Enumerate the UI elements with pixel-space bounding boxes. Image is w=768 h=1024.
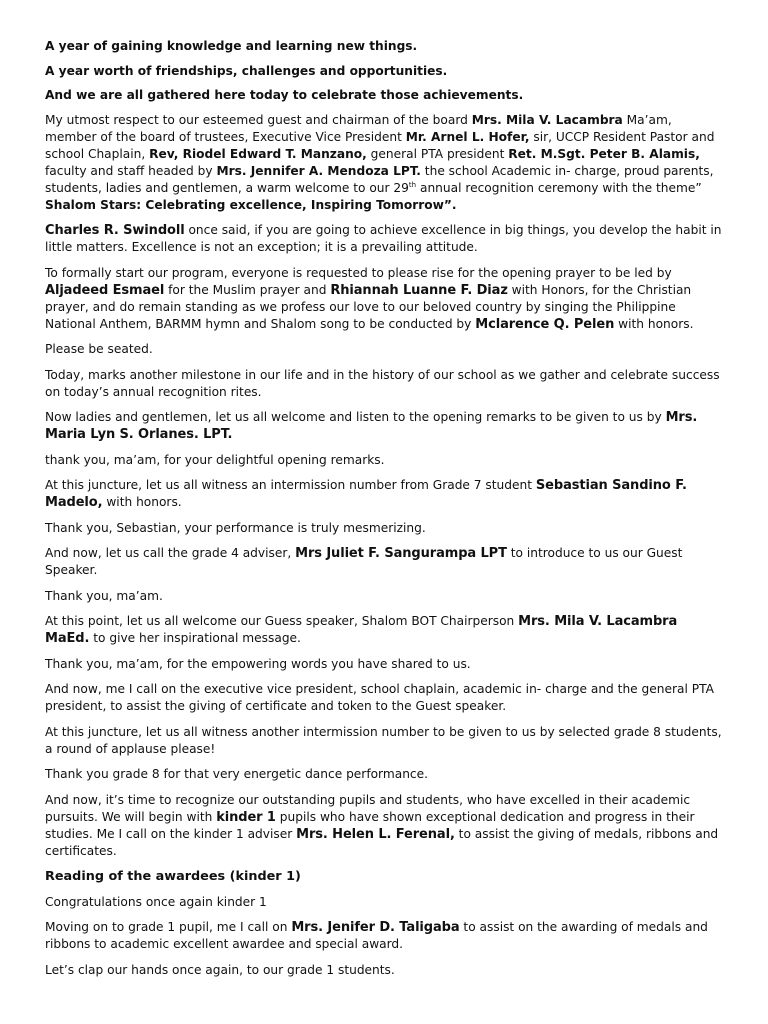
grade1-paragraph: Moving on to grade 1 pupil, me I call on Mrs. Jenifer D. Taligaba to assist on the awarding of medals and ribbons to academic excellent awardee and special award. xyxy=(45,920,708,951)
intermission-grade7-paragraph: At this juncture, let us all witness an intermission number from Grade 7 student Sebastian Sandino F. Madelo, with honors. xyxy=(45,478,687,510)
clap-paragraph: Let’s clap our hands once again, to our grade 1 students. xyxy=(45,962,395,977)
opening-remarks-paragraph: Now ladies and gentlemen, let us all welcome and listen to the opening remarks to be given to us by Mrs. Maria Lyn S. Orlanes. LPT. xyxy=(45,410,698,442)
thanks-maam-paragraph: Thank you, ma’am. xyxy=(45,588,163,603)
opening-prayer-paragraph: To formally start our program, everyone is requested to please rise for the opening prayer to be led by Aljadeed Esmael for the Muslim prayer and Rhiannah Luanne F. Diaz with Honors, for the Christian prayer, and do remain standing as we profess our love to our beloved country by singing the Philippine National Anthem, BARMM hymn and Shalom song to be conducted by Mclarence Q. Pelen with honors. xyxy=(45,265,694,332)
congratulations-paragraph: Congratulations once again kinder 1 xyxy=(45,894,267,909)
certificate-paragraph: And now, me I call on the executive vice president, school chaplain, academic in- charge and the general PTA president, to assist the giving of certificate and token to the Guest speaker. xyxy=(45,682,714,713)
thanks-grade8-paragraph: Thank you grade 8 for that very energetic dance performance. xyxy=(45,767,428,781)
intro-line-1: A year of gaining knowledge and learning new things. xyxy=(45,39,418,53)
grade4-adviser-paragraph: And now, let us call the grade 4 adviser, Mrs Juliet F. Sangurampa LPT to introduce to us our Guest Speaker. xyxy=(45,546,683,577)
be-seated-paragraph: Please be seated. xyxy=(45,342,153,356)
intro-line-3: And we are all gathered here today to celebrate those achievements. xyxy=(45,88,524,102)
milestone-paragraph: Today, marks another milestone in our life and in the history of our school as we gather and celebrate success on today’s annual recognition rites. xyxy=(45,367,720,399)
intro-line-2: A year worth of friendships, challenges and opportunities. xyxy=(45,63,448,78)
quote-paragraph: Charles R. Swindoll once said, if you are going to achieve excellence in big things, you develop the habit in little matters. Excellence is not an exception; it is a prevailing attitude. xyxy=(45,223,722,254)
thanks-sebastian-paragraph: Thank you, Sebastian, your performance is truly mesmerizing. xyxy=(45,520,426,535)
intermission-grade8-paragraph: At this juncture, let us all witness another intermission number to be given to us by selected grade 8 students, a round of applause please! xyxy=(45,724,722,756)
kinder1-paragraph: And now, it’s time to recognize our outstanding pupils and students, who have excelled in their academic pursuits. We will begin with kinder 1 pupils who have shown exceptional dedication and progress in their studies. Me I call on the kinder 1 adviser Mrs. Helen L. Ferenal, to assist the giving of medals, ribbons and certificates. xyxy=(45,792,719,858)
awardees-heading: Reading of the awardees (kinder 1) xyxy=(45,869,301,884)
thanks-words-paragraph: Thank you, ma’am, for the empowering words you have shared to us. xyxy=(45,656,471,671)
greeting-paragraph: My utmost respect to our esteemed guest and chairman of the board Mrs. Mila V. Lacambra Ma’am, member of the board of trustees, Executive Vice President Mr. Arnel L. Hofer, sir, UCCP Resident Pastor and school Chaplain, Rev, Riodel Edward T. Manzano, general PTA president Ret. M.Sgt. Peter B. Alamis, faculty and staff headed by Mrs. Jennifer A. Mendoza LPT. the school Academic in- charge, proud parents, students, ladies and gentlemen, a warm welcome to our 29th annual recognition ceremony with the theme” Shalom Stars: Celebrating excellence, Inspiring Tomorrow”. xyxy=(45,112,715,212)
guest-speaker-paragraph: At this point, let us all welcome our Guess speaker, Shalom BOT Chairperson Mrs. Mila V. Lacambra MaEd. to give her inspirational message. xyxy=(45,614,678,646)
thanks-remarks-paragraph: thank you, ma’am, for your delightful opening remarks. xyxy=(45,452,385,467)
